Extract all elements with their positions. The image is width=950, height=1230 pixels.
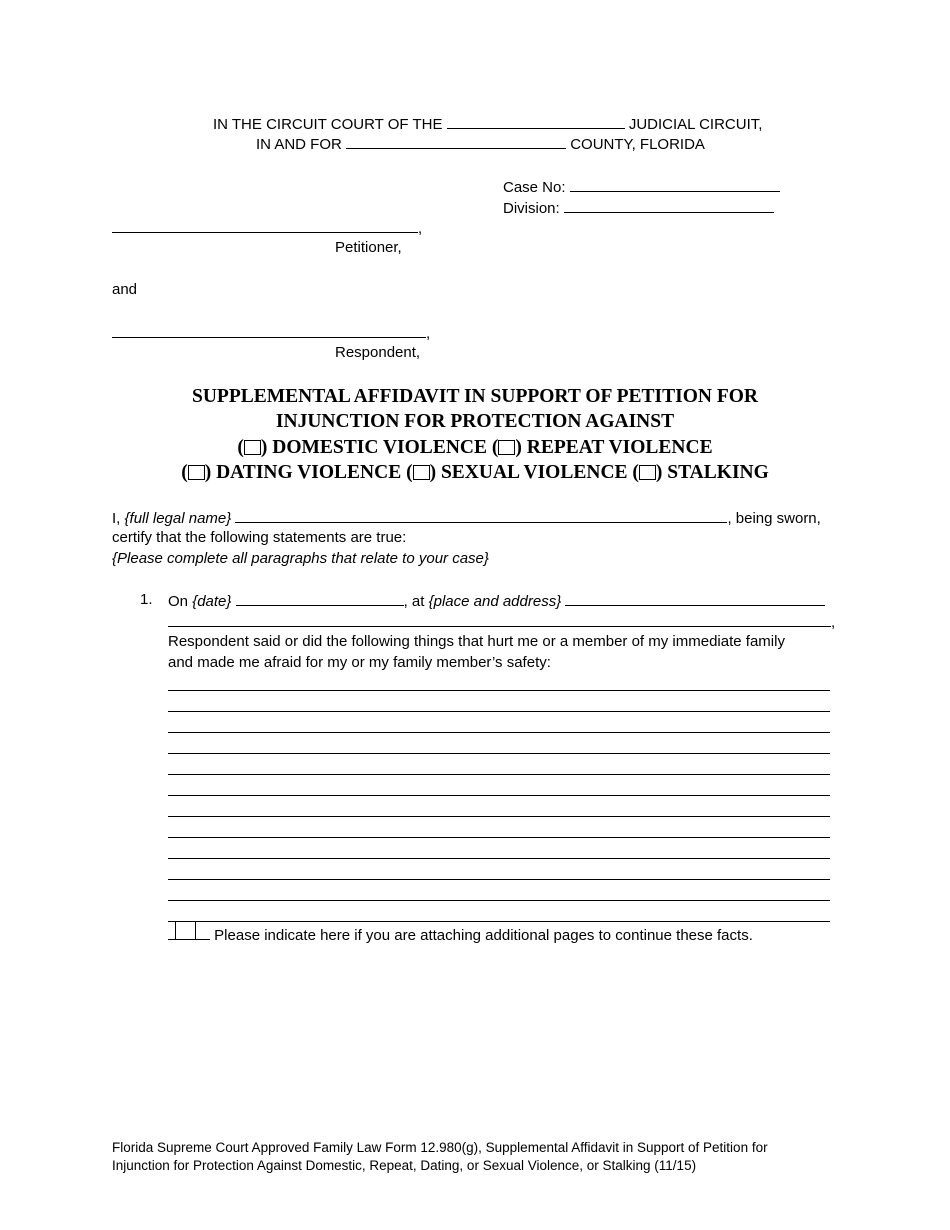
instruction-text: {Please complete all paragraphs that relate to your case} bbox=[112, 550, 489, 567]
county-blank[interactable] bbox=[346, 134, 566, 149]
petitioner-label: Petitioner, bbox=[335, 239, 402, 256]
writing-line[interactable] bbox=[168, 900, 830, 901]
statement-line1: Respondent said or did the following things that hurt me or a member of my immediate family bbox=[168, 633, 785, 650]
writing-line[interactable] bbox=[168, 858, 830, 859]
stalking-checkbox[interactable] bbox=[639, 465, 656, 480]
case-number-blank[interactable] bbox=[570, 177, 780, 192]
division-line: Division: bbox=[503, 198, 774, 217]
writing-line[interactable] bbox=[168, 921, 830, 922]
address-blank[interactable] bbox=[168, 612, 831, 627]
date-place-line: On {date} , at {place and address} bbox=[168, 591, 825, 610]
county-line: IN AND FOR COUNTY, FLORIDA bbox=[256, 136, 705, 153]
petitioner-name-line: , bbox=[112, 218, 422, 237]
writing-line[interactable] bbox=[168, 711, 830, 712]
respondent-blank[interactable] bbox=[112, 323, 426, 338]
sexual-violence-checkbox[interactable] bbox=[413, 465, 430, 480]
date-blank[interactable] bbox=[236, 591, 404, 606]
statement-line2: and made me afraid for my or my family member’s safety: bbox=[168, 654, 551, 671]
oath-line: I, {full legal name} , being sworn, bbox=[112, 510, 821, 527]
court-circuit-line: IN THE CIRCUIT COURT OF THE JUDICIAL CIRCUIT, bbox=[213, 116, 763, 133]
place-blank[interactable] bbox=[565, 591, 825, 606]
circuit-blank[interactable] bbox=[447, 114, 625, 129]
address-continuation-line: , bbox=[168, 612, 835, 631]
division-blank[interactable] bbox=[564, 198, 774, 213]
writing-line[interactable] bbox=[168, 732, 830, 733]
full-legal-name-blank[interactable] bbox=[235, 508, 727, 523]
footer-line2: Injunction for Protection Against Domestic, Repeat, Dating, or Sexual Violence, or Stalking (11/15) bbox=[112, 1158, 697, 1173]
respondent-name-line: , bbox=[112, 323, 430, 342]
dating-violence-checkbox[interactable] bbox=[188, 465, 205, 480]
footer-line1: Florida Supreme Court Approved Family Law Form 12.980(g), Supplemental Affidavit in Support of Petition for bbox=[112, 1140, 768, 1155]
attach-pages-checkbox[interactable] bbox=[175, 921, 196, 940]
certify-text: certify that the following statements are true: bbox=[112, 529, 407, 546]
petitioner-blank[interactable] bbox=[112, 218, 418, 233]
repeat-violence-checkbox[interactable] bbox=[498, 440, 515, 455]
writing-line[interactable] bbox=[168, 816, 830, 817]
and-label: and bbox=[112, 281, 138, 298]
attach-pages-row: Please indicate here if you are attaching additional pages to continue these facts. bbox=[168, 925, 753, 944]
paragraph-number: 1. bbox=[140, 591, 153, 608]
domestic-violence-checkbox[interactable] bbox=[244, 440, 261, 455]
writing-line[interactable] bbox=[168, 879, 830, 880]
case-number-line: Case No: bbox=[503, 177, 780, 196]
respondent-label: Respondent, bbox=[335, 344, 421, 361]
writing-line[interactable] bbox=[168, 837, 830, 838]
form-title-line1: SUPPLEMENTAL AFFIDAVIT IN SUPPORT OF PETITION FOR bbox=[192, 386, 758, 407]
writing-line[interactable] bbox=[168, 795, 830, 796]
violence-options-row1: ( ) DOMESTIC VIOLENCE ( ) REPEAT VIOLENCE bbox=[237, 437, 713, 458]
form-title-line2: INJUNCTION FOR PROTECTION AGAINST bbox=[275, 411, 675, 432]
writing-line[interactable] bbox=[168, 690, 830, 691]
attach-pages-blank bbox=[168, 925, 210, 940]
writing-line[interactable] bbox=[168, 753, 830, 754]
violence-options-row2: ( ) DATING VIOLENCE ( ) SEXUAL VIOLENCE ( ) STALKING bbox=[181, 462, 769, 483]
writing-line[interactable] bbox=[168, 774, 830, 775]
